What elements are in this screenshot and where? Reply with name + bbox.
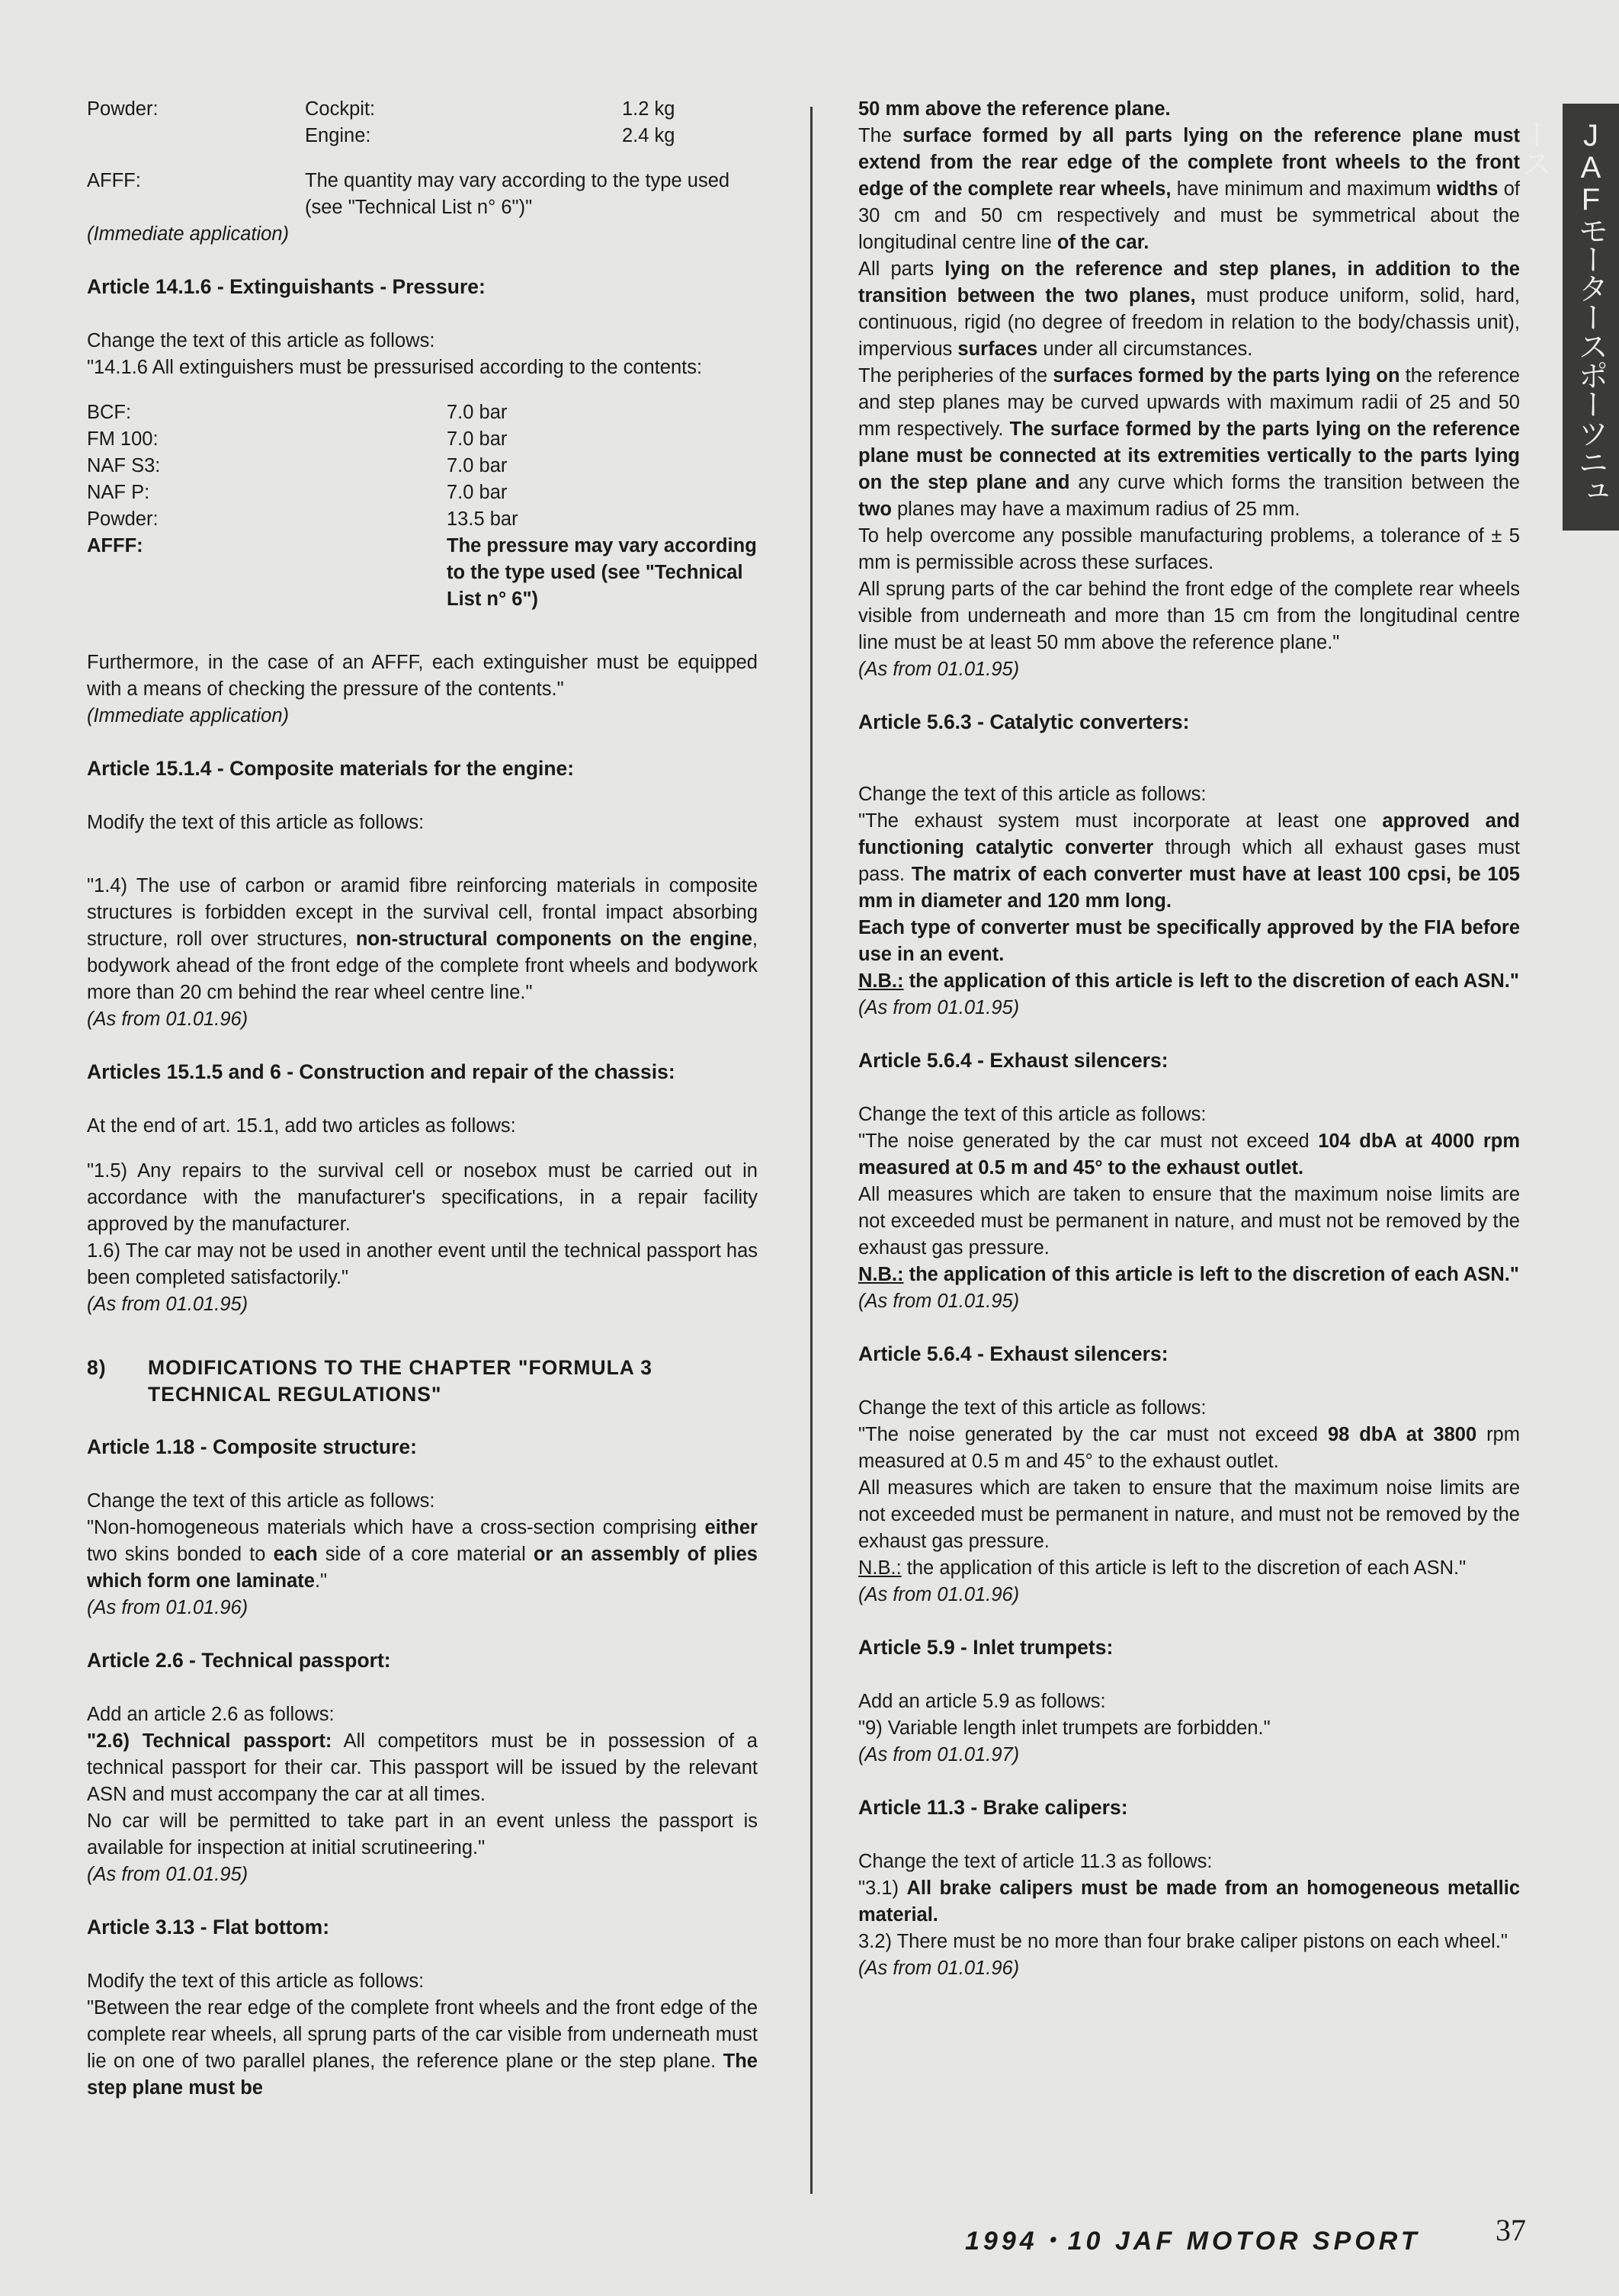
article-heading: Article 3.13 - Flat bottom:	[87, 1916, 330, 1938]
table-cell: Powder:	[87, 98, 159, 120]
text-run: "3.1)	[858, 1878, 899, 1899]
table-cell: BCF:	[87, 402, 132, 423]
article-body	[858, 123, 1520, 256]
bold-text: surfaces formed by the parts lying on	[1053, 365, 1400, 386]
bold-text: 104 dbA at 4000 rpm measured at 0.5 m and 45° to the exhaust outlet.	[858, 1130, 1520, 1178]
bold-text: non-structural components on the engine	[355, 928, 752, 950]
article-heading: Article 5.6.4 - Exhaust silencers:	[858, 1342, 1169, 1365]
bold-text: lying on the reference and step planes, in addition to the transition between the two planes,	[858, 258, 1520, 306]
article-body	[87, 1995, 758, 2102]
column-divider	[810, 107, 813, 2194]
text-run: "Non-homogeneous materials which have a cross-section comprising	[87, 1517, 697, 1538]
article-body	[87, 1728, 758, 1808]
bold-text: each	[273, 1544, 318, 1565]
table-cell: 7.0 bar	[447, 482, 508, 503]
text-run: "The noise generated by the car must not exceed	[858, 1424, 1318, 1445]
bold-text: of the car.	[1056, 232, 1149, 253]
afff-row	[87, 168, 758, 221]
pressure-table	[87, 399, 758, 613]
article-intro: Change the text of this article as follows:	[87, 330, 435, 351]
application-note: (Immediate application)	[87, 223, 290, 245]
article-body	[858, 1422, 1520, 1475]
afff-label: AFFF:	[87, 170, 141, 191]
article-body: "1.5) Any repairs to the survival cell or nosebox must be carried out in accordance with the manufacturer's specifications, in a repair facility approved by the manufacturer.	[87, 1160, 758, 1235]
nb-label: N.B.:	[858, 1264, 904, 1285]
section-number: 8)	[87, 1356, 107, 1379]
bold-text: All brake calipers must be made from an homogeneous metallic material.	[858, 1878, 1520, 1926]
text-run: the application of this article is left to the discretion of each ASN."	[909, 1264, 1519, 1285]
article-body: To help overcome any possible manufacturing problems, a tolerance of ± 5 mm is permissible across these surfaces.	[858, 525, 1520, 573]
article-body: "14.1.6 All extinguishers must be pressurised according to the contents:	[87, 357, 703, 378]
table-cell: The pressure may vary according to the type used (see "Technical List n° 6")	[447, 535, 757, 610]
table-cell: NAF P:	[87, 482, 150, 503]
page-number: 37	[1496, 2213, 1526, 2247]
application-note: (As from 01.01.95)	[87, 1294, 248, 1315]
text-run: the application of this article is left to the discretion of each ASN."	[906, 1557, 1467, 1579]
application-note: (As from 01.01.95)	[858, 1291, 1020, 1312]
table-cell: 13.5 bar	[447, 508, 518, 530]
article-body: All measures which are taken to ensure that the maximum noise limits are not exceeded must be permanent in nature, and must not be removed by the exhaust gas pressure.	[858, 1184, 1520, 1259]
nb-label: N.B.:	[858, 1557, 902, 1579]
text-run: the application of this article is left to the discretion of each ASN."	[909, 970, 1519, 992]
text-run: "The exhaust system must incorporate at least one	[858, 810, 1367, 832]
article-intro: Change the text of article 11.3 as follows:	[858, 1851, 1213, 1872]
bold-text: The step plane must be	[87, 2051, 758, 2099]
article-body	[87, 873, 758, 1006]
section-title: MODIFICATIONS TO THE CHAPTER "FORMULA 3 TECHNICAL REGULATIONS"	[148, 1356, 653, 1406]
article-intro: Modify the text of this article as follows:	[87, 812, 425, 833]
text-run: must produce uniform, solid, hard, continuous, rigid (no degree of freedom in relation to the body/chassis unit), impervious	[858, 285, 1520, 360]
article-heading: Article 2.6 - Technical passport:	[87, 1649, 391, 1672]
table-cell: 1.2 kg	[622, 98, 675, 120]
text-run: "The noise generated by the car must not exceed	[858, 1130, 1310, 1152]
article-heading: Article 15.1.4 - Composite materials for the engine:	[87, 757, 575, 780]
text-run: side of a core material	[325, 1544, 526, 1565]
table-cell: FM 100:	[87, 428, 159, 450]
text-run: "Between the rear edge of the complete front wheels and the front edge of the complete rear wheels, all sprung parts of the car visible from underneath must lie on one of two parallel planes, the reference plane or the step plane.	[87, 1997, 758, 2072]
left-column	[87, 96, 758, 2102]
text-run: "1.4) The use of carbon or aramid fibre reinforcing materials in composite structures is forbidden except in the survival cell, frontal impact absorbing structure, roll over structures,	[87, 875, 758, 950]
table-cell: 7.0 bar	[447, 402, 508, 423]
text-run: ."	[314, 1570, 328, 1592]
text-run: of 30 cm and 50 cm respectively and must be symmetrical about the longitudinal centre line	[858, 178, 1520, 253]
article-intro: At the end of art. 15.1, add two articles as follows:	[87, 1115, 516, 1137]
section-heading	[87, 1355, 758, 1408]
right-column	[858, 96, 1520, 1982]
bold-text: or an assembly of plies which form one laminate	[87, 1544, 758, 1592]
article-intro: Change the text of this article as follows:	[858, 1397, 1207, 1419]
bold-text: surface formed by all parts lying on the reference plane must extend from the rear edge of the complete front wheels to the front edge of the complete rear wheels,	[858, 125, 1520, 200]
table-cell: 7.0 bar	[447, 455, 508, 476]
magazine-sidebar-tab	[1518, 104, 1619, 531]
text-run: have minimum and maximum	[1176, 178, 1431, 200]
article-heading: Articles 15.1.5 and 6 - Construction and repair of the chassis:	[87, 1060, 675, 1083]
extinguisher-quantity-table	[87, 96, 758, 149]
text-run: through which all exhaust gases must pass.	[858, 837, 1520, 885]
table-cell: Engine:	[305, 125, 371, 146]
article-intro: Change the text of this article as follows:	[858, 1104, 1207, 1125]
bold-text: "2.6) Technical passport:	[87, 1730, 332, 1752]
text-run: , bodywork ahead of the front edge of the complete front wheels and bodywork more than 20 cm behind the rear wheel centre line."	[87, 928, 758, 1003]
bold-text: approved and functioning catalytic converter	[858, 810, 1520, 858]
article-heading: Article 5.6.4 - Exhaust silencers:	[858, 1049, 1169, 1072]
article-heading: Article 5.9 - Inlet trumpets:	[858, 1636, 1114, 1659]
text-run: two skins bonded to	[87, 1544, 266, 1565]
table-cell	[87, 123, 305, 149]
bold-text: The surface formed by the parts lying on the reference plane must be connected at its extremities vertically to the parts lying on the step plane and	[858, 418, 1520, 493]
application-note: (As from 01.01.96)	[858, 1584, 1020, 1605]
text-run: The peripheries of the	[858, 365, 1048, 386]
article-heading: Article 11.3 - Brake calipers:	[858, 1796, 1128, 1819]
article-intro: Add an article 2.6 as follows:	[87, 1704, 335, 1725]
application-note: (As from 01.01.97)	[858, 1744, 1020, 1765]
bold-text: The matrix of each converter must have at least 100 cpsi, be 105 mm in diameter and 120 mm long.	[858, 864, 1520, 912]
nb-note	[858, 1262, 1520, 1288]
text-run: The	[858, 125, 892, 146]
article-heading: Article 5.6.3 - Catalytic converters:	[858, 710, 1190, 733]
application-note: (As from 01.01.95)	[858, 997, 1020, 1018]
nb-note	[858, 1555, 1520, 1582]
article-body	[858, 256, 1520, 363]
article-heading: Article 1.18 - Composite structure:	[87, 1435, 417, 1458]
nb-label: N.B.:	[858, 970, 904, 992]
article-heading: Article 14.1.6 - Extinguishants - Pressure:	[87, 275, 486, 298]
article-body	[858, 1128, 1520, 1182]
article-body: All measures which are taken to ensure that the maximum noise limits are not exceeded must be permanent in nature, and must not be removed by the exhaust gas pressure.	[858, 1477, 1520, 1552]
application-note: (As from 01.01.96)	[87, 1597, 248, 1618]
text-run: any curve which forms the transition between the	[1078, 472, 1520, 493]
article-body	[87, 1515, 758, 1595]
table-cell: 7.0 bar	[447, 428, 508, 450]
article-body: Furthermore, in the case of an AFFF, each extinguisher must be equipped with a means of checking the pressure of the contents."	[87, 652, 758, 700]
article-body	[858, 363, 1520, 523]
text-run: under all circumstances.	[1043, 338, 1253, 360]
article-body: All sprung parts of the car behind the front edge of the complete rear wheels visible from underneath and more than 15 cm from the longitudinal centre line must be at least 50 mm above the reference plane."	[858, 579, 1520, 653]
article-intro: Add an article 5.9 as follows:	[858, 1691, 1106, 1712]
text-run: the reference and step planes may be curved upwards with maximum radii of 25 and 50 mm respectively.	[858, 365, 1520, 440]
article-body	[858, 1875, 1520, 1929]
bold-text: surfaces	[957, 338, 1038, 360]
nb-note	[858, 968, 1520, 995]
text-run: All competitors must be in possession of a technical passport for their car. This passport will be issued by the relevant ASN and must accompany the car at all times.	[87, 1730, 758, 1805]
article-intro: Change the text of this article as follows:	[858, 784, 1207, 805]
sidebar-label: JAFモータースポーツニュース	[1518, 119, 1608, 505]
table-cell: 2.4 kg	[622, 125, 675, 146]
article-intro: Modify the text of this article as follows:	[87, 1971, 425, 1992]
article-body	[858, 808, 1520, 915]
application-note: (Immediate application)	[87, 705, 290, 726]
table-cell: Powder:	[87, 508, 159, 530]
table-cell: AFFF:	[87, 535, 143, 556]
application-note: (As from 01.01.96)	[87, 1009, 248, 1030]
text-run: planes may have a maximum radius of 25 mm.	[897, 499, 1300, 520]
application-note: (As from 01.01.95)	[858, 659, 1020, 680]
article-intro: Change the text of this article as follows:	[87, 1490, 435, 1512]
bold-text: 98 dbA at 3800	[1327, 1424, 1477, 1445]
article-body: "9) Variable length inlet trumpets are forbidden."	[858, 1717, 1271, 1739]
article-body: No car will be permitted to take part in an event unless the passport is available for inspection at initial scrutineering."	[87, 1810, 758, 1858]
table-cell: NAF S3:	[87, 455, 161, 476]
text-run: rpm measured at 0.5 m and 45° to the exhaust outlet.	[858, 1424, 1520, 1472]
article-body: Each type of converter must be specifically approved by the FIA before use in an event.	[858, 917, 1520, 965]
bold-text: two	[858, 499, 892, 520]
afff-text: The quantity may vary according to the type used (see "Technical List n° 6")"	[305, 170, 730, 218]
bold-text: widths	[1436, 178, 1499, 200]
bold-text: either	[704, 1517, 758, 1538]
article-body: 1.6) The car may not be used in another event until the technical passport has been completed satisfactorily."	[87, 1240, 758, 1288]
text-run: All parts	[858, 258, 935, 280]
article-body: 50 mm above the reference plane.	[858, 98, 1171, 120]
footer-title: 1994・10 JAF MOTOR SPORT	[965, 2227, 1421, 2256]
article-body: 3.2) There must be no more than four brake caliper pistons on each wheel."	[858, 1931, 1508, 1952]
application-note: (As from 01.01.95)	[87, 1864, 248, 1885]
table-cell: Cockpit:	[305, 98, 376, 120]
application-note: (As from 01.01.96)	[858, 1958, 1020, 1979]
